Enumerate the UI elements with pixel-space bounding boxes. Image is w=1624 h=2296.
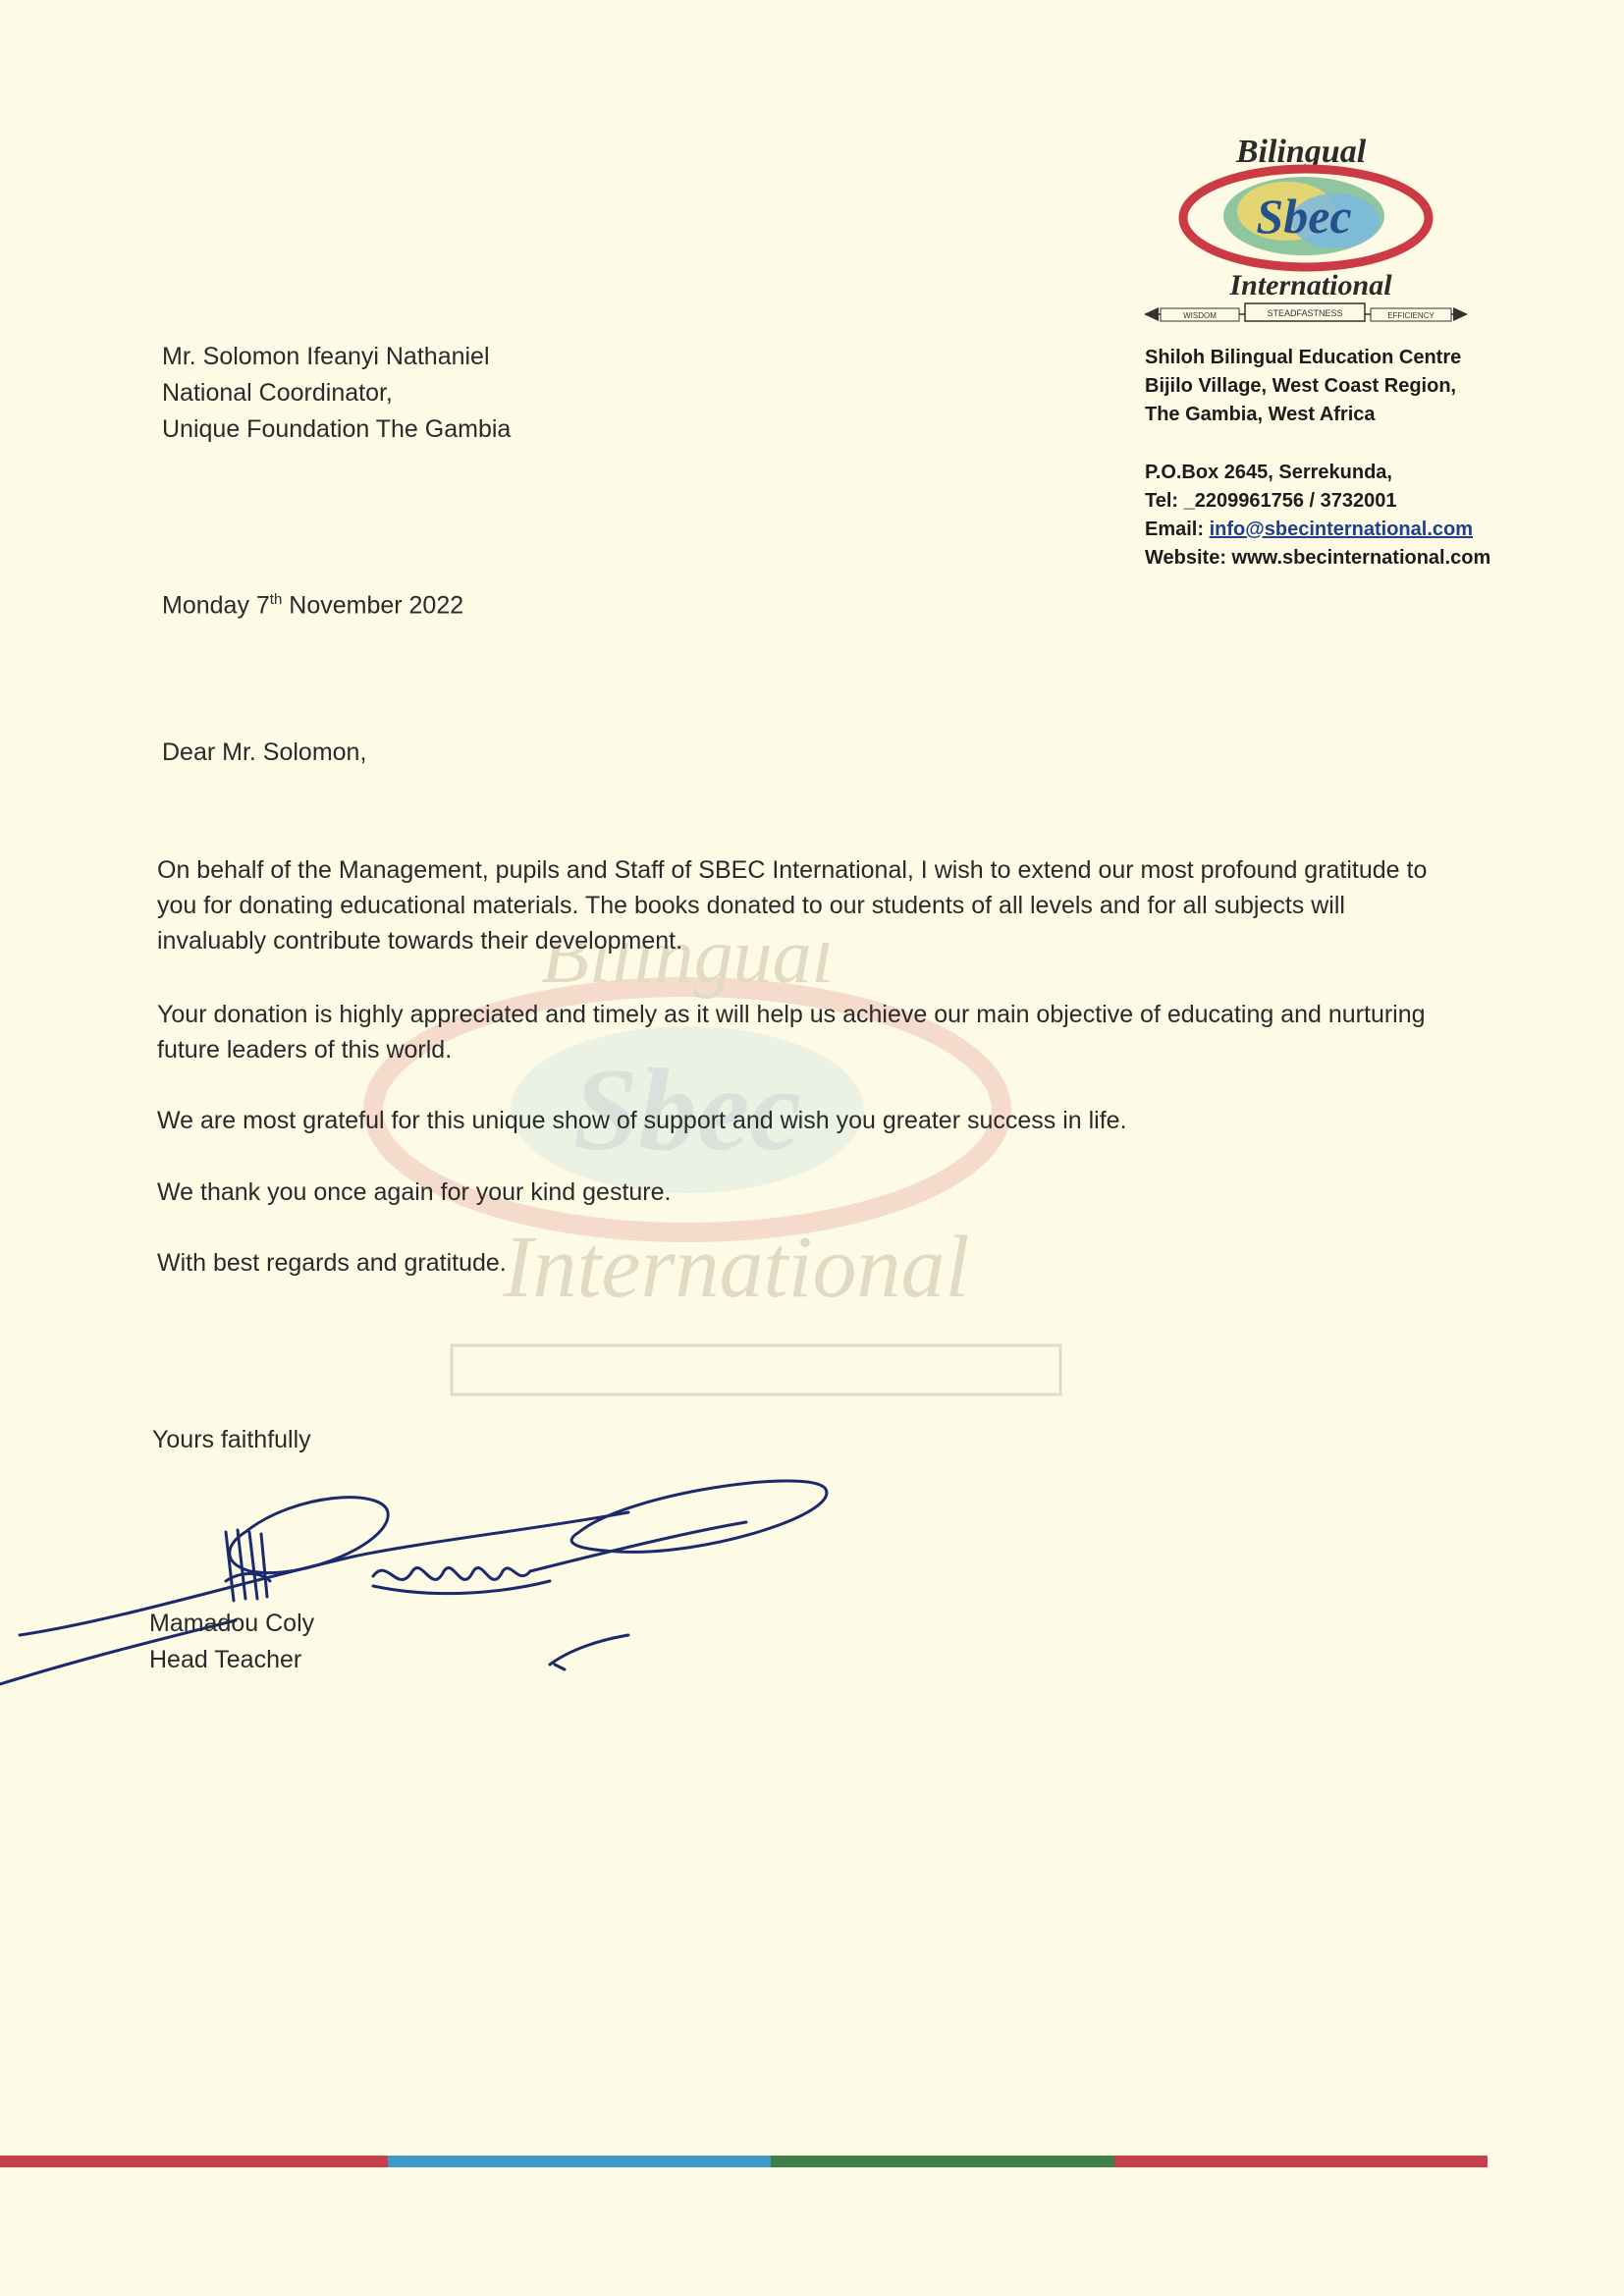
school-address-block [1145, 344, 1490, 573]
body-paragraph-1: On behalf of the Management, pupils and Staff of SBEC International, I wish to extend our most profound gratitude to you for donating educational materials. The books donated to our students of all levels and for all subjects will invaluably contribute towards their development. [157, 856, 1428, 955]
school-name: Shiloh Bilingual Education Centre [1145, 347, 1462, 368]
email-label: Email: [1145, 519, 1210, 540]
logo-motto-1: WISDOM [1183, 311, 1217, 320]
signatory-role: Head Teacher [149, 1646, 302, 1673]
letter-date [162, 591, 463, 620]
website: Website: www.sbecinternational.com [1145, 547, 1491, 569]
date-day: Monday 7 [162, 591, 270, 620]
footer-bar-red [0, 2156, 388, 2167]
logo-motto-2: STEADFASTNESS [1267, 308, 1343, 318]
signatory-name: Mamadou Coly [149, 1610, 315, 1637]
sbec-logo-graphic [1139, 123, 1473, 329]
body-paragraph-5: With best regards and gratitude. [157, 1249, 507, 1277]
date-suffix: th [269, 591, 283, 608]
logo-bottom-word: International [1229, 269, 1392, 301]
body-paragraph-3: We are most grateful for this unique show of support and wish you greater success in life. [157, 1107, 1127, 1134]
logo-motto-3: EFFICIENCY [1387, 311, 1435, 320]
school-logo [1139, 123, 1473, 329]
address-line-1: Bijilo Village, West Coast Region, [1145, 375, 1457, 397]
recipient-block [162, 339, 511, 448]
email-link[interactable]: info@sbecinternational.com [1209, 519, 1474, 540]
svg-text:Bilingual: Bilingual [541, 943, 834, 1000]
footer-bar-red-2 [1114, 2156, 1488, 2167]
body-paragraph-2: Your donation is highly appreciated and timely as it will help us achieve our main objective of educating and nurturing future leaders of this world. [157, 1001, 1426, 1064]
po-box: P.O.Box 2645, Serrekunda, [1145, 462, 1392, 483]
svg-text:International: International [503, 1219, 970, 1316]
closing: Yours faithfully [152, 1426, 311, 1453]
svg-text:Sbec: Sbec [572, 1044, 802, 1175]
logo-top-word: Bilingual [1235, 134, 1367, 170]
handwritten-signature [0, 1473, 884, 1699]
logo-center-word: Sbec [1256, 189, 1352, 244]
telephone: Tel: _2209961756 / 3732001 [1145, 490, 1397, 512]
signatory-block [149, 1606, 314, 1678]
footer-color-bar [0, 2156, 1488, 2167]
address-line-2: The Gambia, West Africa [1145, 404, 1376, 425]
salutation: Dear Mr. Solomon, [162, 738, 367, 766]
date-month-year: November 2022 [282, 591, 464, 620]
email-line [1145, 516, 1490, 544]
recipient-title: National Coordinator, [162, 379, 393, 407]
recipient-organization: Unique Foundation The Gambia [162, 415, 512, 443]
footer-bar-green [771, 2156, 1114, 2167]
recipient-name: Mr. Solomon Ifeanyi Nathaniel [162, 343, 490, 370]
body-paragraph-4: We thank you once again for your kind gesture. [157, 1178, 672, 1206]
footer-bar-blue [388, 2156, 771, 2167]
